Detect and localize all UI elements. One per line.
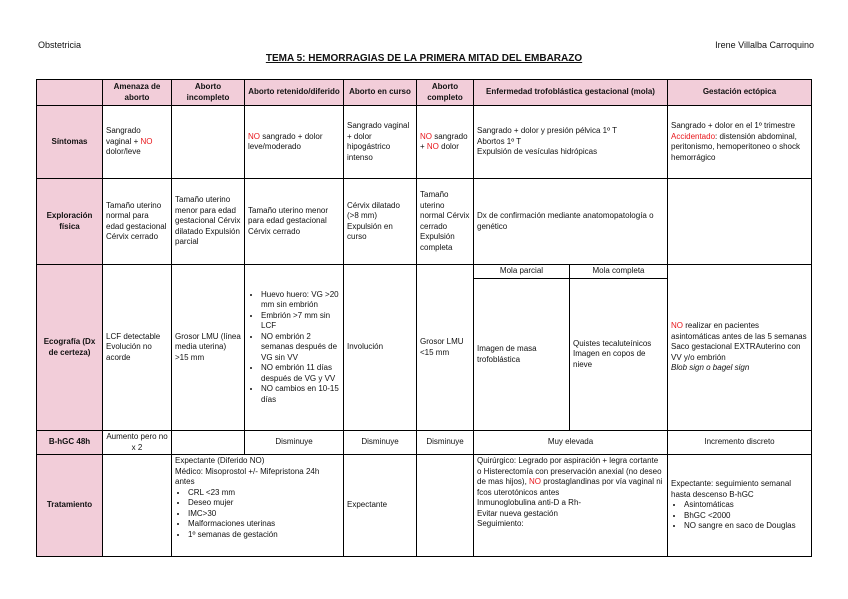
sintomas-retenido: NO sangrado + dolor leve/moderado (245, 106, 344, 179)
bhgc-incompleto (172, 431, 245, 455)
mola-completa-header: Mola completa (570, 265, 668, 279)
sintomas-ectopica: Sangrado + dolor en el 1º trimestre Accidentado: distensión abdominal, peritonismo, hemoperitoneo o shock hemorrágico (668, 106, 812, 179)
row-bhgc (37, 431, 812, 455)
col-header-incompleto: Aborto incompleto (172, 80, 245, 106)
exploracion-ectopica (668, 179, 812, 265)
col-header-mola: Enfermedad trofoblástica gestacional (mola) (474, 80, 668, 106)
row-label-tratamiento: Tratamiento (37, 455, 103, 557)
bhgc-completo: Disminuye (417, 431, 474, 455)
mola-parcial-header: Mola parcial (474, 265, 570, 279)
bhgc-amenaza: Aumento pero no x 2 (103, 431, 172, 455)
row-label-exploracion: Exploración física (37, 179, 103, 265)
sintomas-completo: NO sangrado + NO dolor (417, 106, 474, 179)
ecografia-mola-completa: Quistes tecaluteínicos Imagen en copos de nieve (570, 279, 668, 431)
ecografia-ectopica: NO realizar en pacientes asintomáticas antes de las 5 semanas Saco gestacional EXTRAuterino con VV y/o embrión Blob sign o bagel sign (668, 265, 812, 431)
ecografia-completo: Grosor LMU <15 mm (417, 265, 474, 431)
sintomas-curso: Sangrado vaginal + dolor hipogástrico intenso (344, 106, 417, 179)
ecografia-curso: Involución (344, 265, 417, 431)
col-header-completo: Aborto completo (417, 80, 474, 106)
header-subject: Obstetricia (38, 40, 82, 50)
col-header-curso: Aborto en curso (344, 80, 417, 106)
sintomas-amenaza: Sangrado vaginal + NO dolor/leve (103, 106, 172, 179)
row-exploracion (37, 179, 812, 265)
row-tratamiento (37, 455, 812, 557)
bhgc-retenido: Disminuye (245, 431, 344, 455)
sintomas-mola: Sangrado + dolor y presión pélvica 1º T Abortos 1º T Expulsión de vesículas hidrópicas (474, 106, 668, 179)
col-header-amenaza: Amenaza de aborto (103, 80, 172, 106)
tratamiento-ectopica: Expectante: seguimiento semanal hasta descenso B-hGC • Asintomáticas • BhGC <2000 • NO sangre en saco de Douglas (668, 455, 812, 557)
row-label-bhgc: B-hGC 48h (37, 431, 103, 455)
tratamiento-curso: Expectante (344, 455, 417, 557)
corner-cell (37, 80, 103, 106)
row-label-ecografia: Ecografía (Dx de certeza) (37, 265, 103, 431)
col-header-ectopica: Gestación ectópica (668, 80, 812, 106)
tratamiento-amenaza (103, 455, 172, 557)
exploracion-mola: Dx de confirmación mediante anatomopatología o genético (474, 179, 668, 265)
tratamiento-aborto: Expectante (Diferido NO) Médico: Misoprostol +/- Mifepristona 24h antes • CRL <23 mm • Deseo mujer • IMC>30 • Malformaciones uterinas • 1º semanas de gestación (172, 455, 344, 557)
tratamiento-completo (417, 455, 474, 557)
comparison-table (36, 79, 812, 557)
bhgc-mola: Muy elevada (474, 431, 668, 455)
ecografia-amenaza: LCF detectable Evolución no acorde (103, 265, 172, 431)
ecografia-incompleto: Grosor LMU (línea media uterina) >15 mm (172, 265, 245, 431)
col-header-retenido: Aborto retenido/diferido (245, 80, 344, 106)
exploracion-retenido: Tamaño uterino menor para edad gestacional Cérvix cerrado (245, 179, 344, 265)
exploracion-amenaza: Tamaño uterino normal para edad gestacional Cérvix cerrado (103, 179, 172, 265)
row-label-sintomas: Síntomas (37, 106, 103, 179)
row-sintomas (37, 106, 812, 179)
exploracion-curso: Cérvix dilatado (>8 mm) Expulsión en curso (344, 179, 417, 265)
bhgc-ectopica: Incremento discreto (668, 431, 812, 455)
ecografia-mola-parcial: Imagen de masa trofoblástica (474, 279, 570, 431)
sintomas-incompleto (172, 106, 245, 179)
ecografia-retenido: • Huevo huero: VG >20 mm sin embrión • Embrión >7 mm sin LCF • NO embrión 2 semanas después de VG sin VV • NO embrión 11 días después de VG y VV • NO cambios en 10-15 días (245, 265, 344, 431)
exploracion-incompleto: Tamaño uterino menor para edad gestacional Cérvix dilatado Expulsión parcial (172, 179, 245, 265)
tratamiento-mola: Quirúrgico: Legrado por aspiración + legra cortante o Histerectomía con preservación anexial (no deseo de mas hijos), NO prostaglandinas por vía vaginal ni fcos uterotónicos antes Inmunoglobulina anti-D a Rh- Evitar nueva gestación Seguimiento: (474, 455, 668, 557)
header-author: Irene Villalba Carroquino (715, 40, 814, 50)
page-title: TEMA 5: HEMORRAGIAS DE LA PRIMERA MITAD DEL EMBARAZO (265, 53, 583, 64)
bhgc-curso: Disminuye (344, 431, 417, 455)
exploracion-completo: Tamaño uterino normal Cérvix cerrado Expulsión completa (417, 179, 474, 265)
